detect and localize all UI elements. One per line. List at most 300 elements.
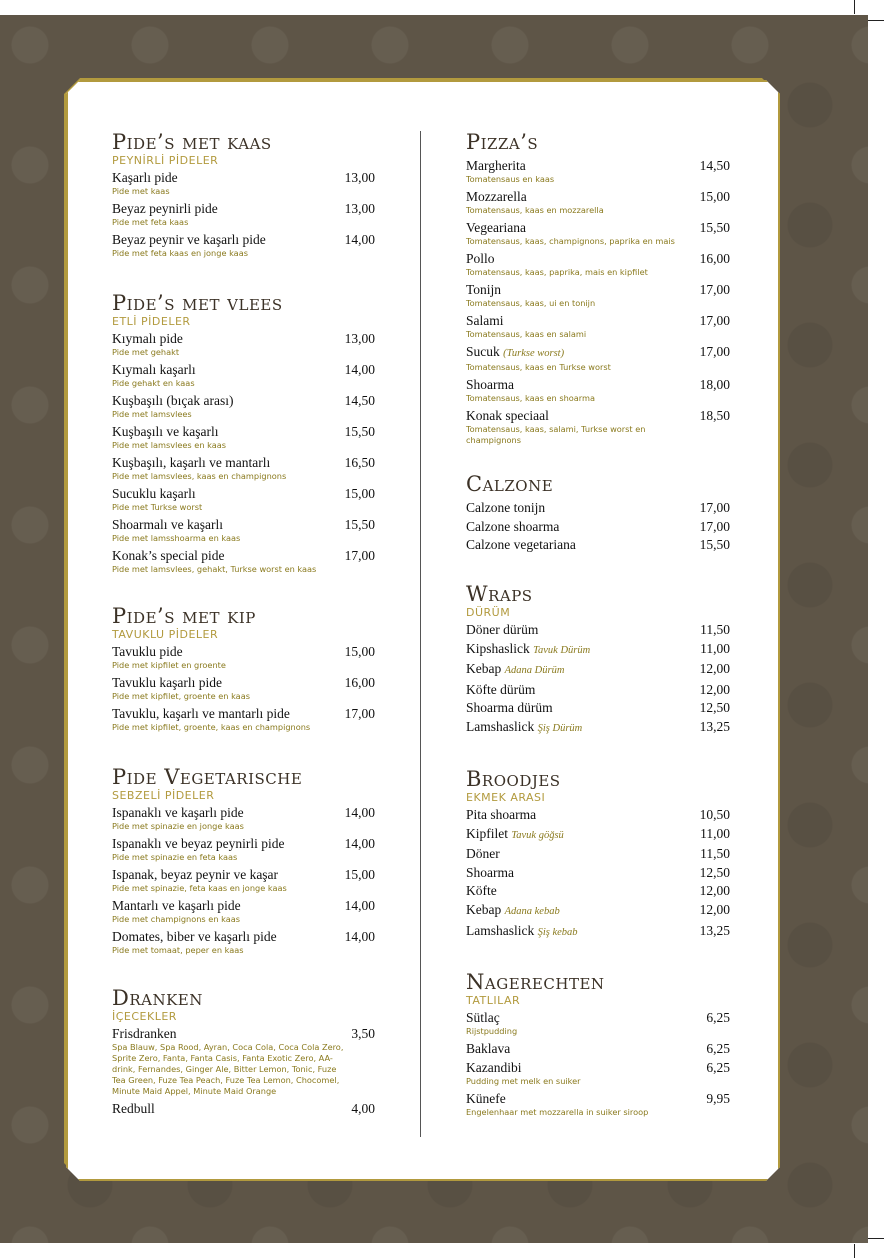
menu-item-tag: Şiş Dürüm <box>537 722 583 734</box>
menu-item-row <box>466 1091 730 1107</box>
menu-item-name <box>466 158 526 174</box>
section-title: Pide’s met vlees <box>112 291 283 315</box>
menu-item-description: Pide met kaas <box>112 186 170 196</box>
menu-item-price: 14,00 <box>344 898 375 913</box>
menu-item-tag: Adana Dürüm <box>504 665 565 677</box>
menu-item-name <box>466 377 514 393</box>
menu-item-row <box>466 1041 730 1057</box>
menu-item <box>466 189 730 216</box>
menu-item <box>466 865 730 881</box>
menu-item-description: Pudding met melk en suiker <box>466 1075 581 1086</box>
menu-item-price: 12,50 <box>699 700 730 716</box>
menu-item-name <box>466 500 545 516</box>
menu-item <box>112 675 375 702</box>
menu-item-name <box>466 537 576 553</box>
menu-item-row <box>112 836 375 852</box>
menu-item-price: 13,00 <box>344 201 375 216</box>
menu-section <box>466 472 730 556</box>
menu-item-label: Tonijn <box>466 282 502 297</box>
menu-item-description: Pide met champignons en kaas <box>112 914 241 924</box>
menu-item-name <box>112 517 223 533</box>
menu-item <box>112 362 375 389</box>
menu-item-name <box>466 902 560 920</box>
menu-item <box>112 644 375 671</box>
menu-item-name <box>466 883 497 899</box>
menu-section <box>466 970 730 1122</box>
menu-item-label: Künefe <box>466 1090 506 1106</box>
menu-item-row <box>112 362 375 378</box>
menu-section <box>112 604 375 737</box>
menu-item-label: Sütlaç <box>466 1010 500 1025</box>
menu-item-price: 4,00 <box>351 1101 375 1116</box>
menu-item <box>466 682 730 698</box>
menu-item-description: Tomatensaus, kaas, paprika, mais en kipfilet <box>466 267 648 277</box>
menu-item-row <box>112 1026 375 1042</box>
menu-item <box>112 486 375 513</box>
section-subtitle: PEYNİRLİ PİDELER <box>112 154 219 167</box>
menu-item-name <box>466 251 495 267</box>
menu-item-label: Pollo <box>466 251 495 266</box>
menu-item <box>466 1091 730 1118</box>
menu-item-row <box>466 282 730 298</box>
menu-item <box>466 500 730 516</box>
menu-item-row <box>112 455 375 471</box>
menu-item-description: Pide met lamsvlees, kaas en champignons <box>112 471 287 481</box>
menu-item-row <box>466 1010 730 1026</box>
menu-item-row <box>466 189 730 205</box>
menu-item-label: Kipshaslick <box>466 640 530 656</box>
crop-mark <box>854 1244 855 1258</box>
menu-item <box>466 826 730 844</box>
menu-item-name <box>466 719 582 737</box>
menu-item <box>466 622 730 638</box>
menu-item-description: Engelenhaar met mozzarella in suiker siroop <box>466 1106 649 1117</box>
menu-item-description: Tomatensaus en kaas <box>466 174 555 184</box>
menu-item-name <box>466 807 536 823</box>
menu-item-name <box>112 201 218 217</box>
menu-item-row <box>466 344 730 362</box>
menu-item-row <box>466 846 730 862</box>
menu-item-label: Kaşarlı pide <box>112 170 178 185</box>
menu-item-label: Mozzarella <box>466 189 527 204</box>
menu-item <box>466 1041 730 1057</box>
menu-item-price: 11,50 <box>700 622 730 637</box>
menu-item-name <box>466 846 500 862</box>
menu-item-row <box>112 1101 375 1117</box>
menu-item-description: Pide met kipfilet en groente <box>112 660 226 670</box>
menu-item-label: Sucuklu kaşarlı <box>112 486 196 501</box>
menu-item-name <box>466 1091 506 1107</box>
menu-item <box>466 313 730 340</box>
menu-item-row <box>112 232 375 248</box>
menu-item-description: Pide met tomaat, peper en kaas <box>112 945 244 955</box>
menu-item-price: 18,00 <box>699 377 730 392</box>
menu-item-price: 13,00 <box>344 331 375 346</box>
section-title: Nagerechten <box>466 970 605 994</box>
menu-item-label: Kuşbaşılı, kaşarlı ve mantarlı <box>112 455 271 470</box>
menu-item-label: Lamshaslick <box>466 718 535 734</box>
menu-item-row <box>112 548 375 564</box>
menu-item-price: 16,50 <box>344 455 375 470</box>
menu-item-label: Shoarma dürüm <box>466 700 553 716</box>
menu-item-label: Tavuklu kaşarlı pide <box>112 675 223 690</box>
menu-item-label: Beyaz peynirli pide <box>112 201 218 216</box>
menu-item <box>466 846 730 862</box>
menu-item-price: 3,50 <box>351 1026 375 1041</box>
menu-item-description: Spa Blauw, Spa Rood, Ayran, Coca Cola, Coca Cola Zero, Sprite Zero, Fanta, Fanta Casis, Fanta Exotic Zero, AA-drink, Fernandes, Ginger Ale, Bitter Lemon, Tonic, Fuze Tea Green, Fuze Tea Peach, Fuze Tea Lemon, Chocomel, Minute Maid Appel, Minute Maid Orange <box>112 1042 344 1096</box>
menu-item-price: 12,50 <box>699 864 730 880</box>
menu-item-price: 18,50 <box>699 408 730 423</box>
section-title: Wraps <box>466 582 533 606</box>
menu-item-name <box>112 424 218 440</box>
menu-item-price: 6,25 <box>706 1059 730 1075</box>
menu-item-name <box>466 1060 521 1076</box>
menu-item-description: Pide met kipfilet, groente, kaas en champignons <box>112 722 311 732</box>
menu-item-row <box>112 424 375 440</box>
menu-item-row <box>112 867 375 883</box>
menu-item-name <box>466 1041 510 1057</box>
menu-item <box>112 393 375 420</box>
menu-item-name <box>466 682 535 698</box>
menu-item-description: Tomatensaus, kaas en shoarma <box>466 393 596 403</box>
menu-item-label: Döner <box>466 846 500 862</box>
section-title: Pizza’s <box>466 130 539 154</box>
menu-item-description: Tomatensaus, kaas, ui en tonijn <box>466 298 596 308</box>
menu-item-price: 17,00 <box>699 313 730 328</box>
menu-item-label: Kuşbaşılı ve kaşarlı <box>112 424 219 439</box>
menu-item-row <box>466 408 730 424</box>
menu-item <box>466 661 730 679</box>
menu-item-name <box>466 826 564 844</box>
menu-item-description: Tomatensaus, kaas en Turkse worst <box>466 362 611 372</box>
section-title: Calzone <box>466 472 554 496</box>
menu-item <box>112 548 375 575</box>
menu-item-label: Kebap <box>466 661 502 677</box>
menu-item <box>466 1060 730 1087</box>
section-title: Pide’s met kaas <box>112 130 272 154</box>
menu-item-row <box>466 1060 730 1076</box>
menu-item-tag: Tavuk Dürüm <box>533 644 591 656</box>
menu-item-price: 12,00 <box>699 901 730 917</box>
menu-item-name <box>466 519 559 535</box>
menu-item-label: Vegeariana <box>466 220 526 235</box>
menu-item-description: Rijstpudding <box>466 1026 518 1036</box>
crop-mark <box>868 1238 884 1239</box>
menu-item-label: Calzone vegetariana <box>466 537 576 553</box>
menu-section <box>112 130 375 263</box>
menu-item <box>466 719 730 737</box>
menu-item-name <box>466 189 527 205</box>
menu-item-row <box>112 170 375 186</box>
menu-item <box>466 902 730 920</box>
menu-item-name <box>112 393 233 409</box>
menu-item-name <box>466 313 504 329</box>
menu-item-price: 10,50 <box>699 807 730 822</box>
menu-item-name <box>466 408 549 424</box>
menu-item-label: Beyaz peynir ve kaşarlı pide <box>112 232 266 247</box>
menu-item-price: 9,95 <box>706 1090 730 1106</box>
menu-item-name <box>112 1101 155 1117</box>
menu-item <box>112 170 375 197</box>
section-title: Broodjes <box>466 767 561 791</box>
menu-item <box>112 706 375 733</box>
section-subtitle: EKMEK ARASI <box>466 791 546 804</box>
menu-item <box>466 1010 730 1037</box>
menu-item-row <box>112 393 375 409</box>
menu-item-description: Pide met kipfilet, groente en kaas <box>112 691 250 701</box>
menu-item-price: 12,00 <box>699 661 730 677</box>
menu-item-row <box>466 719 730 737</box>
menu-item-name <box>112 232 266 248</box>
menu-item-row <box>466 865 730 881</box>
menu-item-price: 6,25 <box>706 1010 730 1025</box>
menu-item-label: Frisdranken <box>112 1026 177 1041</box>
menu-item-price: 15,00 <box>344 644 375 659</box>
menu-section <box>466 582 730 740</box>
menu-item-label: Margherita <box>466 158 526 173</box>
menu-item-label: Kebap <box>466 901 502 917</box>
menu-item <box>466 344 730 373</box>
menu-item-row <box>112 201 375 217</box>
menu-item-price: 17,00 <box>344 548 375 563</box>
menu-section <box>466 767 730 943</box>
menu-item <box>466 158 730 185</box>
menu-item <box>112 424 375 451</box>
menu-item-price: 14,00 <box>344 929 375 944</box>
menu-item-price: 17,00 <box>699 500 730 515</box>
menu-item-row <box>112 706 375 722</box>
menu-item-row <box>466 826 730 844</box>
menu-item-price: 14,50 <box>699 158 730 173</box>
menu-item-name <box>466 622 538 638</box>
menu-item-label: Salami <box>466 313 504 328</box>
menu-item-price: 15,50 <box>699 220 730 235</box>
menu-item-row <box>466 519 730 535</box>
menu-item-name <box>466 641 590 659</box>
menu-section <box>466 130 730 450</box>
menu-item-row <box>112 805 375 821</box>
menu-item-description: Pide met spinazie, feta kaas en jonge kaas <box>112 883 287 893</box>
menu-item <box>112 517 375 544</box>
menu-item-price: 15,50 <box>344 424 375 439</box>
menu-item-row <box>466 923 730 941</box>
menu-item-description: Pide met lamsshoarma en kaas <box>112 533 241 543</box>
menu-item-price: 13,00 <box>344 170 375 185</box>
menu-item-price: 15,00 <box>699 189 730 204</box>
menu-item-label: Köfte dürüm <box>466 681 536 697</box>
section-title: Dranken <box>112 986 203 1010</box>
menu-item-row <box>112 486 375 502</box>
menu-item-price: 14,00 <box>344 805 375 820</box>
menu-item-name <box>466 923 578 941</box>
menu-item <box>466 807 730 823</box>
menu-item-name <box>112 929 277 945</box>
section-subtitle: DÜRÜM <box>466 606 511 619</box>
menu-item <box>466 377 730 404</box>
menu-item <box>112 1026 375 1097</box>
menu-item-name <box>112 548 224 564</box>
menu-item-label: Konak speciaal <box>466 408 549 423</box>
menu-item-price: 15,00 <box>344 486 375 501</box>
menu-item-label: Kipfilet <box>466 825 508 841</box>
menu-item-name <box>466 282 501 298</box>
menu-item-name <box>466 344 564 362</box>
menu-item-row <box>112 331 375 347</box>
menu-item-row <box>112 929 375 945</box>
menu-item-label: Sucuk <box>466 344 500 359</box>
menu-item <box>466 537 730 553</box>
menu-item-price: 12,00 <box>699 883 730 899</box>
menu-item-name <box>466 661 564 679</box>
menu-section <box>112 986 375 1120</box>
menu-item-price: 13,25 <box>699 718 730 734</box>
menu-item-price: 11,50 <box>700 846 730 862</box>
menu-item-price: 17,00 <box>699 518 730 534</box>
menu-item-description: Tomatensaus, kaas, champignons, paprika en mais <box>466 236 675 246</box>
menu-item-description: Tomatensaus, kaas, salami, Turkse worst en champignons <box>466 424 646 445</box>
menu-item-label: Konak’s special pide <box>112 548 225 563</box>
menu-item <box>466 408 730 446</box>
menu-item-row <box>466 220 730 236</box>
crop-mark <box>868 20 884 21</box>
menu-item-description: Pide met spinazie en jonge kaas <box>112 821 244 831</box>
menu-item-name <box>112 675 222 691</box>
menu-item-name <box>466 865 514 881</box>
menu-item-label: Domates, biber ve kaşarlı pide <box>112 929 277 944</box>
menu-item-name <box>112 867 278 883</box>
menu-item <box>112 929 375 956</box>
menu-item-description: Pide met lamsvlees <box>112 409 192 419</box>
menu-item-label: Kıymalı pide <box>112 331 183 346</box>
menu-item <box>466 883 730 899</box>
menu-item-row <box>466 158 730 174</box>
section-subtitle: İÇECEKLER <box>112 1010 177 1023</box>
menu-item-description: Pide met spinazie en feta kaas <box>112 852 238 862</box>
menu-item <box>112 867 375 894</box>
crop-mark <box>854 0 855 14</box>
menu-item-price: 15,50 <box>699 537 730 553</box>
section-title: Pide Vegetarische <box>112 765 303 789</box>
menu-item-label: Redbull <box>112 1101 155 1116</box>
menu-item <box>466 251 730 278</box>
menu-item-price: 6,25 <box>706 1041 730 1056</box>
menu-item-label: Kuşbaşılı (bıçak arası) <box>112 393 234 408</box>
menu-item-row <box>466 313 730 329</box>
menu-item-label: Kazandibi <box>466 1059 522 1075</box>
menu-item-price: 16,00 <box>699 251 730 266</box>
menu-item-name <box>466 700 553 716</box>
menu-item-row <box>466 807 730 823</box>
menu-item <box>466 220 730 247</box>
menu-item-description: Pide met gehakt <box>112 347 180 357</box>
menu-item-price: 14,50 <box>344 393 375 408</box>
menu-item-price: 15,50 <box>344 517 375 532</box>
section-title: Pide’s met kip <box>112 604 256 628</box>
menu-item-name <box>112 362 196 378</box>
menu-item <box>112 201 375 228</box>
menu-item-description: Pide met feta kaas en jonge kaas <box>112 248 248 258</box>
menu-item <box>112 232 375 259</box>
menu-item <box>112 805 375 832</box>
menu-item-label: Shoarmalı ve kaşarlı <box>112 517 223 532</box>
menu-item <box>112 455 375 482</box>
menu-item <box>466 700 730 716</box>
menu-item-row <box>466 377 730 393</box>
menu-item-name <box>112 805 244 821</box>
menu-item <box>466 641 730 659</box>
menu-item-label: Lamshaslick <box>466 922 535 938</box>
menu-item-label: Shoarma <box>466 864 514 880</box>
menu-item-row <box>466 883 730 899</box>
menu-item <box>466 923 730 941</box>
menu-item-row <box>466 641 730 659</box>
menu-item-price: 17,00 <box>699 344 730 359</box>
menu-item-name <box>112 836 284 852</box>
section-subtitle: SEBZELİ PİDELER <box>112 789 215 802</box>
menu-item-name <box>466 1010 500 1026</box>
column-divider <box>420 131 421 1137</box>
menu-item-label: Döner dürüm <box>466 622 539 637</box>
menu-item-tag: Şiş kebab <box>537 926 578 938</box>
menu-item-name <box>112 455 270 471</box>
menu-item-name <box>112 170 178 186</box>
menu-item-price: 16,00 <box>344 675 375 690</box>
menu-item-tag: Tavuk göğsü <box>511 829 564 841</box>
menu-item-description: Pide met lamsvlees en kaas <box>112 440 227 450</box>
menu-item-price: 17,00 <box>344 706 375 721</box>
menu-item <box>112 836 375 863</box>
menu-item-row <box>112 675 375 691</box>
menu-item-price: 11,00 <box>700 640 730 656</box>
menu-item <box>466 282 730 309</box>
menu-item-row <box>112 644 375 660</box>
menu-item <box>466 519 730 535</box>
menu-item-label: Tavuklu, kaşarlı ve mantarlı pide <box>112 706 290 721</box>
menu-item-row <box>112 517 375 533</box>
menu-item-name <box>112 706 290 722</box>
menu-item-description: Pide met feta kaas <box>112 217 189 227</box>
menu-item-label: Ispanaklı ve kaşarlı pide <box>112 805 244 820</box>
menu-item <box>112 331 375 358</box>
menu-item-row <box>466 537 730 553</box>
menu-item-price: 14,00 <box>344 836 375 851</box>
menu-item-price: 17,00 <box>699 282 730 297</box>
menu-item-tag: Adana kebab <box>504 905 560 917</box>
menu-item-label: Calzone tonijn <box>466 500 546 515</box>
menu-item-description: Tomatensaus, kaas en mozzarella <box>466 205 604 215</box>
menu-item-label: Ispanaklı ve beyaz peynirli pide <box>112 836 285 851</box>
menu-item-description: Pide gehakt en kaas <box>112 378 195 388</box>
menu-item-label: Shoarma <box>466 377 514 392</box>
menu-item-label: Pita shoarma <box>466 807 537 822</box>
menu-item-name <box>112 486 196 502</box>
menu-item-price: 13,25 <box>699 922 730 938</box>
menu-item-row <box>466 500 730 516</box>
menu-item-name <box>112 331 183 347</box>
menu-item-price: 14,00 <box>344 232 375 247</box>
menu-item-row <box>466 682 730 698</box>
menu-item-description: Pide met Turkse worst <box>112 502 203 512</box>
menu-section <box>112 765 375 960</box>
menu-item-label: Kıymalı kaşarlı <box>112 362 196 377</box>
menu-item-row <box>466 661 730 679</box>
section-subtitle: ETLİ PİDELER <box>112 315 191 328</box>
menu-item-row <box>466 700 730 716</box>
menu-item-price: 12,00 <box>699 681 730 697</box>
menu-section <box>112 291 375 579</box>
menu-item-description: Tomatensaus, kaas en salami <box>466 329 587 339</box>
menu-item-price: 15,00 <box>344 867 375 882</box>
